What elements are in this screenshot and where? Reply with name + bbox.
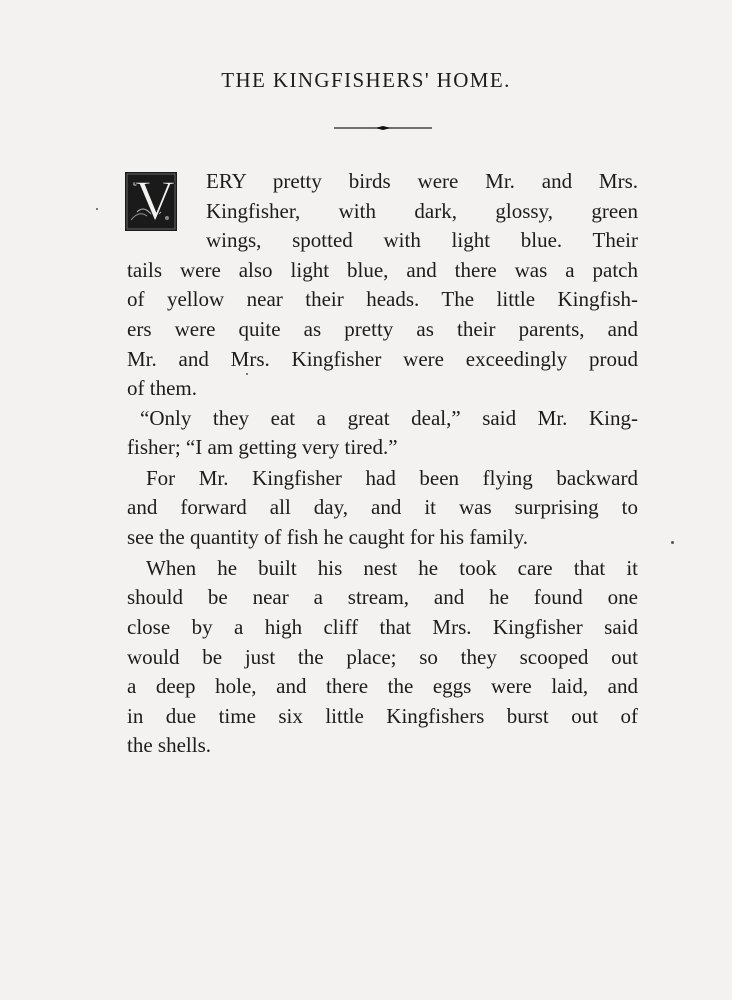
text-line: close by a high cliff that Mrs. Kingfisher said	[127, 615, 638, 639]
text-line: the shells.	[127, 733, 211, 757]
paper-speck	[96, 208, 98, 210]
text-line: of them.	[127, 376, 197, 400]
drop-cap-letter: V	[134, 172, 176, 231]
text-line: in due time six little Kingfishers burst out of	[127, 704, 638, 728]
ornamental-divider	[334, 126, 432, 130]
text-line: of yellow near their heads. The little Kingfish-	[127, 287, 638, 311]
text-line: fisher; “I am getting very tired.”	[127, 435, 398, 459]
text-line: wings, spotted with light blue. Their	[206, 228, 638, 252]
text-line: For Mr. Kingfisher had been flying backward	[146, 466, 638, 490]
text-line: When he built his nest he took care that it	[146, 556, 638, 580]
paper-speck	[246, 373, 248, 375]
text-line: Mr. and Mrs. Kingfisher were exceedingly proud	[127, 347, 638, 371]
text-line: should be near a stream, and he found one	[127, 585, 638, 609]
text-line: ERY pretty birds were Mr. and Mrs.	[206, 169, 638, 193]
text-line: Kingfisher, with dark, glossy, green	[206, 199, 638, 223]
text-line: tails were also light blue, and there was a patch	[127, 258, 638, 282]
text-line: “Only they eat a great deal,” said Mr. King-	[140, 406, 638, 430]
text-line: would be just the place; so they scooped out	[127, 645, 638, 669]
drop-cap-v	[125, 172, 202, 231]
page-title: THE KINGFISHERS' HOME.	[221, 68, 511, 92]
paper-speck	[671, 541, 674, 544]
text-line: a deep hole, and there the eggs were laid, and	[127, 674, 638, 698]
text-line: ers were quite as pretty as their parents, and	[127, 317, 638, 341]
text-line: and forward all day, and it was surprising to	[127, 495, 638, 519]
text-line: see the quantity of fish he caught for his family.	[127, 525, 529, 549]
